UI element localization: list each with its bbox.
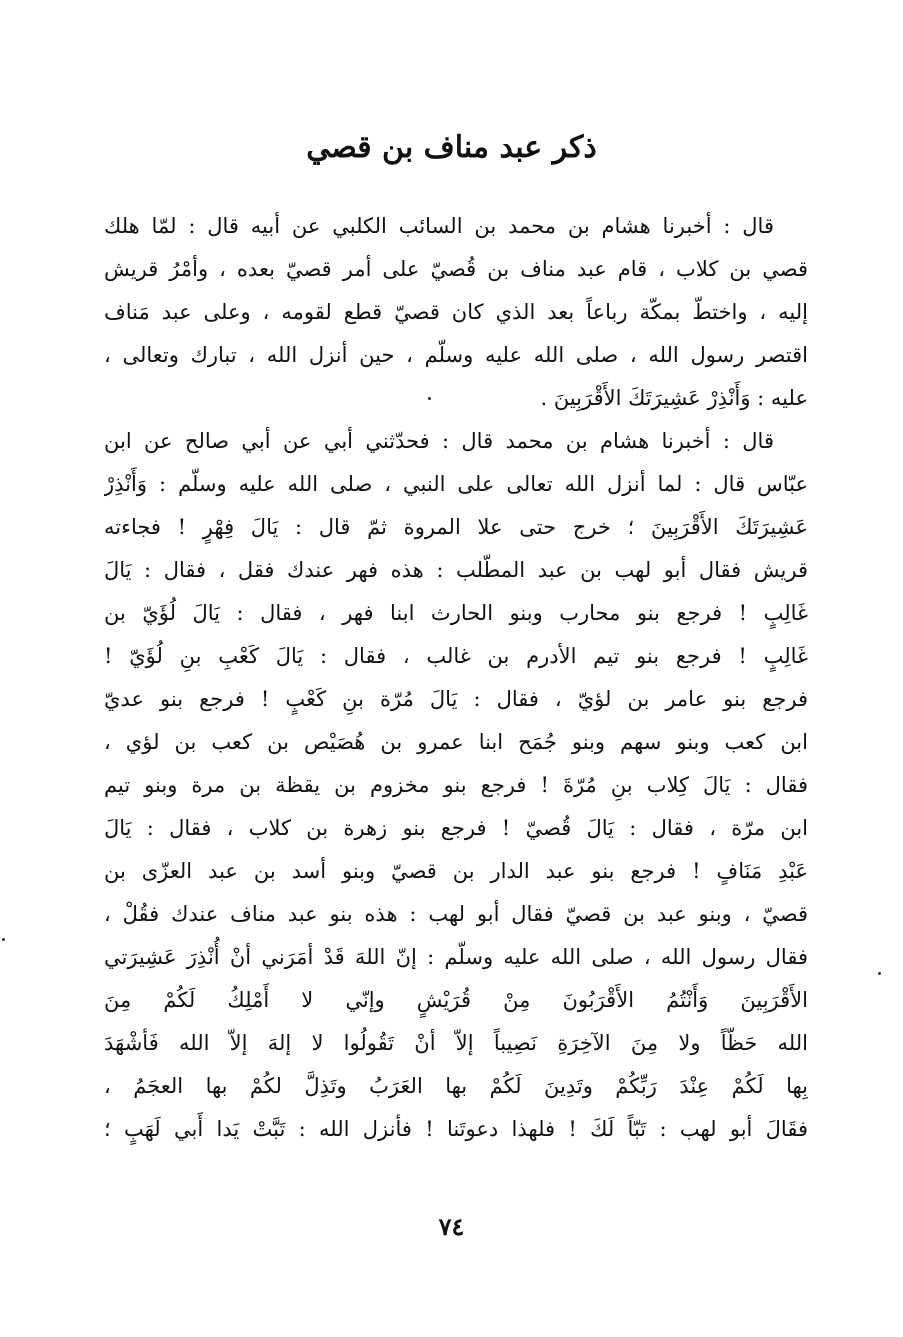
print-speck [878,972,881,975]
paragraph-2 [104,420,808,1151]
text-line: إليه ، واختطّ بمكّة رباعاً بعد الذي كان قصيّ قطع لقومه ، وعلى عبد مَناف [104,300,808,324]
text-line: عَبْدِ مَنَافٍ ! فرجع بنو عبد الدار بن قصيّ وبنو أسد بن عبد العزّى بن [104,859,808,883]
text-line: فقال رسول الله ، صلى الله عليه وسلّم : إنّ اللهَ قَدْ أمَرَني أنْ أُنْذِرَ عَشِيرَتي [104,945,808,969]
text-line: قصي بن كلاب ، قام عبد مناف بن قُصيّ على أمر قصيّ بعده ، وأمْرُ قريش [104,257,808,281]
page-title: ذكر عبد مناف بن قصي [306,130,597,165]
text-line: ابن مرّة ، فقال : يَالَ قُصيّ ! فرجع بنو زهرة بن كلاب ، فقال : يَالَ [104,816,808,840]
body-text [104,205,808,1151]
text-line: اقتصر رسول الله ، صلى الله عليه وسلّم ، حين أنزل الله ، تبارك وتعالى ، [104,343,808,367]
text-line: فقَالَ أبو لهب : تَبّاً لَكَ ! فلهذا دعوتَنا ! فأنزل الله : تَبَّتْ يَدا أَبي لَهَبٍ ؛ [104,1117,808,1141]
text-line: قال : أخبرنا هشام بن محمد بن السائب الكلبي عن أبيه قال : لمّا هلك [104,214,774,238]
print-speck [2,938,5,941]
text-line: فرجع بنو عامر بن لؤيّ ، فقال : يَالَ مُرّة بنِ كَعْبٍ ! فرجع بنو عديّ [104,687,808,711]
text-line: غَالِبٍ ! فرجع بنو محارب وبنو الحارث ابنا فهر ، فقال : يَالَ لُؤَيّ بن [104,601,808,625]
page-number: ٧٤ [438,1212,465,1241]
paragraph-1 [104,205,808,420]
text-line: الأَقْرَبِينَ وَأَنْتُمُ الأَقْرَبُونَ مِنْ قُرَيْشٍ وإنّي لا أَمْلِكُ لَكُمْ مِنَ [104,988,808,1012]
text-line: فقال : يَالَ كِلاب بنِ مُرّةَ ! فرجع بنو مخزوم بن يقظة بن مرة وبنو تيم [104,773,808,797]
text-line: الله حَظّاً ولا مِنَ الآخِرَةِ نَصِيباً إلاّ أنْ تَقُولُوا لا إلهَ إلاّ الله فَأشْهَدَ [104,1031,808,1055]
text-line: عَشِيرَتَكَ الأَقْرَبِينَ ؛ خرج حتى علا المروة ثمّ قال : يَالَ فِهْرٍ ! فجاءته [104,515,808,539]
text-line: غَالِبٍ ! فرجع بنو تيم الأدرم بن غالب ، فقال : يَالَ كَعْبِ بنِ لُؤَيّ ! [104,644,808,668]
text-line: عبّاس قال : لما أنزل الله تعالى على النبي ، صلى الله عليه وسلّم : وَأَنْذِرْ [104,472,808,496]
text-line: قريش فقال أبو لهب بن عبد المطّلب : هذه فهر عندك فقل ، فقال : يَالَ [104,558,808,582]
text-line: عليه : وَأَنْذِرْ عَشِيرَتَكَ الأَقْرَبِينَ . [540,386,808,410]
text-line: قال : أخبرنا هشام بن محمد قال : فحدّثني أبي عن أبي صالح عن ابن [104,429,774,453]
text-line: بِها لَكُمْ عِنْدَ رَبِّكُمْ وتَدِينَ لَكُمْ بها العَرَبُ وتَذِلَّ لكُمْ بها العجَمُ ، [104,1074,808,1098]
text-line: ابن كعب وبنو سهم وبنو جُمَح ابنا عمرو بن هُصَيْص بن كعب بن لؤي ، [104,730,808,754]
text-line: قصيّ ، وبنو عبد بن قصيّ فقال أبو لهب : هذه بنو عبد مناف عندك فقُلْ ، [104,902,808,926]
print-speck [428,397,431,400]
